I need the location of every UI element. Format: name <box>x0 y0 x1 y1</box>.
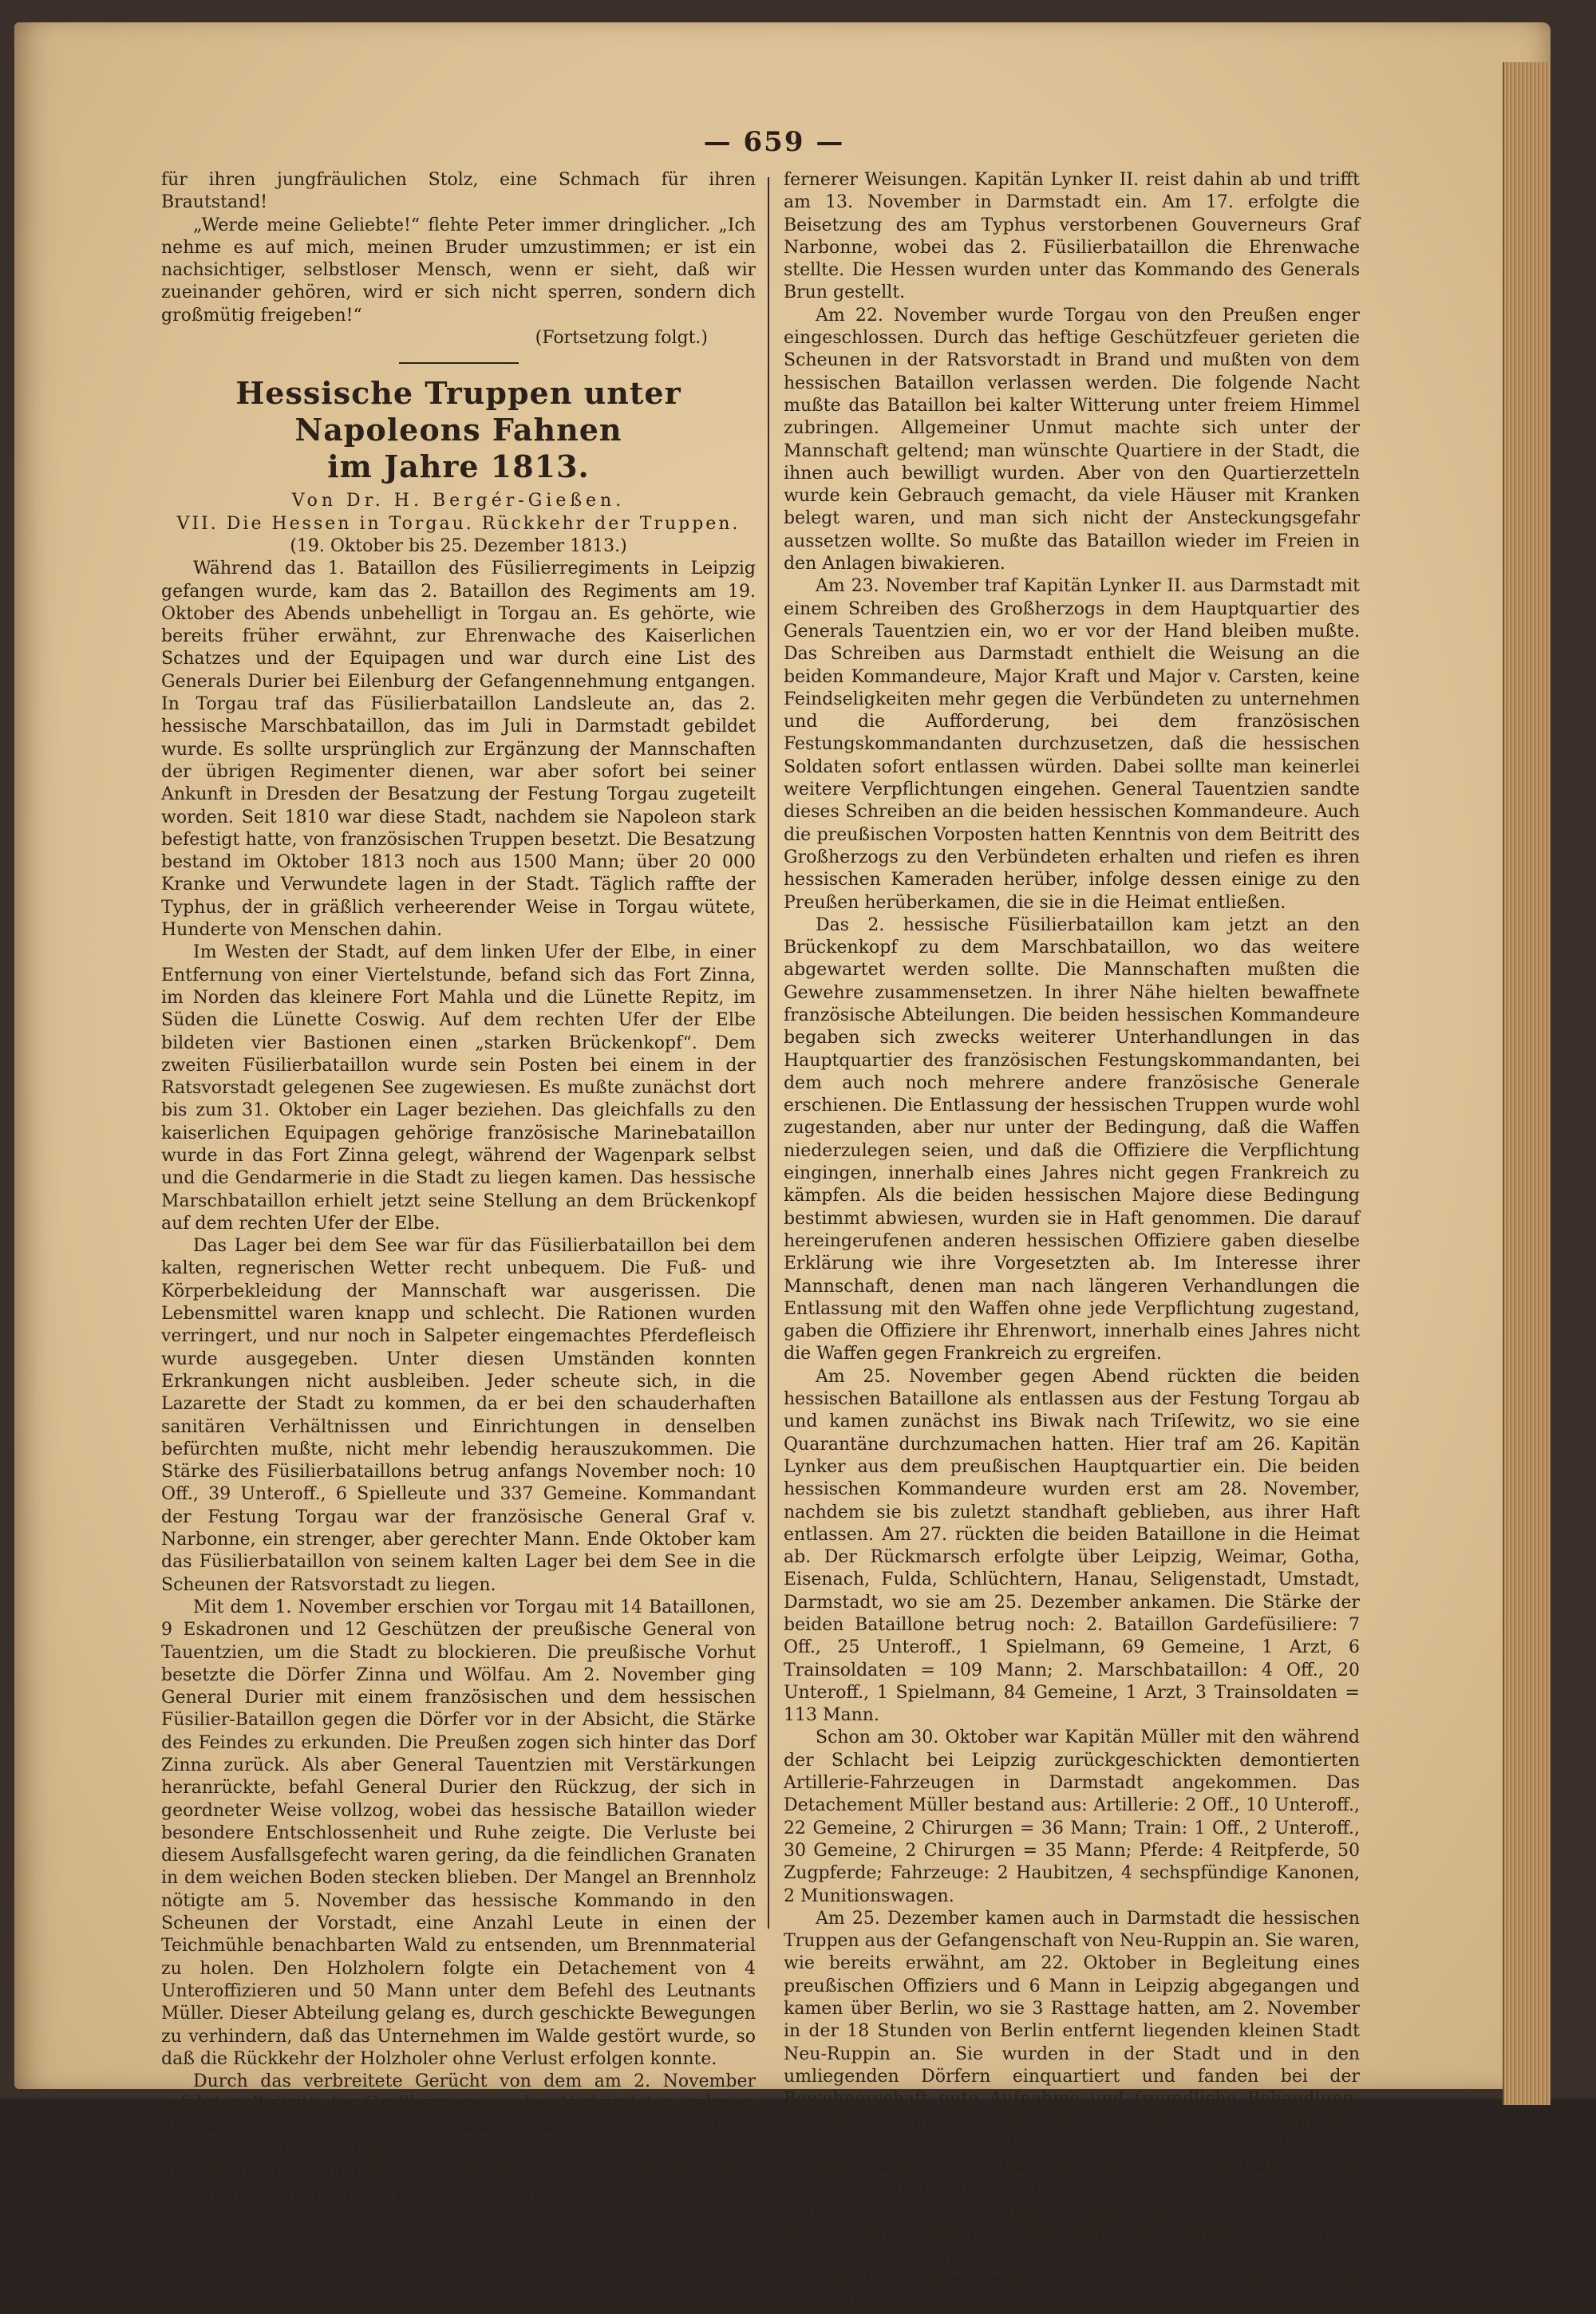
byline: Von Dr. H. Bergér-Gießen. <box>291 491 626 511</box>
page-number: — 659 — <box>703 126 845 158</box>
right-column <box>784 169 1360 2314</box>
intro-paragraph: für ihren jungfräulichen Stolz, eine Schmach für ihren Brautstand! <box>161 170 756 213</box>
intro-paragraph: „Werde meine Geliebte!“ flehte Peter immer dringlicher. „Ich nehme es auf mich, meinen Bruder umzustimmen; er ist ein nachsichtiger, selbstloser Mensch, wenn er sieht, daß wir zueinander gehören, wird er sich nicht sperren, sondern dich großmütig freigeben!“ <box>161 215 756 326</box>
article-title-line-1: Hessische Truppen unter Napoleons Fahnen <box>235 375 681 448</box>
section-divider <box>399 362 519 364</box>
column-rule <box>768 177 769 1929</box>
continuation-note: (Fortsetzung folgt.) <box>535 328 708 349</box>
body-paragraph: Am 25. Dezember kamen auch in Darmstadt die hessischen Truppen aus der Gefangenschaft von Neu-Ruppin an. Sie waren, wie bereits erwähnt, am 22. Oktober in Begleitung eines preußischen Offiziers und 6 Mann in Leipzig abgegangen und kamen über Berlin, wo sie 3 Rasttage hatten, am 2. November in der 18 Stunden von Berlin entfernt liegenden kleinen Stadt Neu-Ruppin an. Sie wurden in der Stadt und in den umliegenden Dörfern einquartiert und fanden bei der Bewohnerschaft gute Aufnahme und freundliche Behandlung. Am 30. November überbrachte ein Offizier aus Berlin den Befehl des Prinzen Emil, daß sofort der Rückmarsch in die Heimat anzutreten sei. Der Prinz war mit seinen Offizieren im Eilwagen aus Berlin bereits abgereist. Der Rückmarsch der Mannschaft aus Neu-Ruppin erfolgte über Berlin, die Saale abwärts durch Thüringen, Hersfeld nach Grünberg, wo sich die Reste des Leibregiments trennten und in ihre Garnison Gießen zurückkehrten. Der übrige Rest der hessischen Brigade kam in einer etwaigen Stärke von <box>784 1908 1360 2312</box>
body-paragraph: Schon am 30. Oktober war Kapitän Müller mit den während der Schlacht bei Leipzig zurückgeschickten demontierten Artillerie-Fahrzeugen in Darmstadt angekommen. Das Detachement Müller bestand aus: Artillerie: 2 Off., 10 Unteroff., 22 Gemeine, 2 Chirurgen = 36 Mann; Train: 1 Off., 2 Unteroff., 30 Gemeine, 2 Chirurgen = 35 Mann; Pferde: 4 Reitpferde, 50 Zugpferde; Fahrzeuge: 2 Haubitzen, 4 sechspfündige Kanonen, 2 Munitionswagen. <box>784 1728 1360 1906</box>
page-edges <box>1503 62 1551 2105</box>
body-paragraph: Am 25. November gegen Abend rückten die beiden hessischen Bataillone als entlassen aus der Festung Torgau ab und kamen zunächst ins Biwak nach Triſewitz, wo sie eine Quarantäne durchzumachen hatten. Hier traf am 26. Kapitän Lynker aus dem preußischen Hauptquartier ein. Die beiden hessischen Kommandeure wurden erst am 28. November, nachdem sie bis zuletzt standhaft geblieben, aus ihrer Haft entlassen. Am 27. rückten die beiden Bataillone in die Heimat ab. Der Rückmarsch erfolgte über Leipzig, Weimar, Gotha, Eisenach, Fulda, Schlüchtern, Hanau, Seligenstadt, Umstadt, Darmstadt, wo sie am 25. Dezember ankamen. Die Stärke der beiden Bataillone betrug noch: 2. Bataillon Gardefüsiliere: 7 Off., 25 Unteroff., 1 Spielmann, 69 Gemeine, 1 Arzt, 6 Trainsoldaten = 109 Mann; 2. Marschbataillon: 4 Off., 20 Unteroff., 1 Spielmann, 84 Gemeine, 1 Arzt, 3 Trainsoldaten = 113 Mann. <box>784 1366 1360 1726</box>
article-title-line-2: im Jahre 1813. <box>327 448 590 485</box>
body-paragraph: Am 22. November wurde Torgau von den Preußen enger eingeschlossen. Durch das heftige Geschützfeuer gerieten die Scheunen in der Ratsvorstadt in Brand und mußten von dem hessischen Bataillon verlassen werden. Die folgende Nacht mußte das Bataillon bei kalter Witterung unter freiem Himmel zubringen. Allgemeiner Unmut machte sich unter der Mannschaft geltend; man wünschte Quartiere in der Stadt, die ihnen auch bewilligt wurden. Aber von den Quartierzetteln wurde kein Gebrauch gemacht, da viele Häuser mit Kranken belegt waren, und man sich nicht der Ansteckungsgefahr aussetzen wollte. So mußte das Bataillon wieder im Freien in den Anlagen biwakieren. <box>784 305 1360 575</box>
section-heading: VII. Die Hessen in Torgau. Rückkehr der Truppen. <box>176 513 741 534</box>
body-paragraph: Das 2. hessische Füsilierbataillon kam jetzt an den Brückenkopf zu dem Marschbataillon, wo das weitere abgewartet werden sollte. Die Mannschaften mußten die Gewehre zusammensetzen. In ihrer Nähe hielten bewaffnete französische Abteilungen. Die beiden hessischen Kommandeure begaben sich zwecks weiterer Unterhandlungen in das Hauptquartier des französischen Festungskommandanten, bei dem auch noch mehrere andere französische Generale erschienen. Die Entlassung der hessischen Truppen wurde wohl zugestanden, aber nur unter der Bedingung, daß die Waffen niederzulegen seien, und daß die Offiziere die Verpflichtung eingingen, innerhalb eines Jahres nicht gegen Frankreich zu kämpfen. Als die beiden hessischen Majore diese Bedingung bestimmt abwiesen, wurden sie in Haft genommen. Die darauf hereingerufenen anderen hessischen Offiziere gaben dieselbe Erklärung wie ihre Vorgesetzten ab. Im Interesse ihrer Mannschaft, denen man nach längeren Verhandlungen die Entlassung mit den Waffen ohne jede Verpflichtung zugestand, gaben die Offiziere ihr Ehrenwort, innerhalb eines Jahres nicht die Waffen gegen Frankreich zu ergreifen. <box>784 914 1360 1364</box>
body-paragraph: Am 23. November traf Kapitän Lynker II. aus Darmstadt mit einem Schreiben des Großherzogs in dem Hauptquartier des Generals Tauentzien ein, wo er vor der Hand bleiben mußte. Das Schreiben aus Darmstadt enthielt die Weisung an die beiden Kommandeure, Major Kraft und Major v. Carsten, keine Feindseligkeiten mehr gegen die Verbündeten zu unternehmen und die Aufforderung, bei dem französischen Festungskommandanten durchzusetzen, daß die hessischen Soldaten sofort entlassen würden. Dabei sollte man keinerlei weitere Verpflichtungen eingehen. General Tauentzien sandte dieses Schreiben an die beiden hessischen Kommandeure. Auch die preußischen Vorposten hatten Kenntnis von dem Beitritt des Großherzogs zu den Verbündeten erhalten und riefen es ihren hessischen Kameraden herüber, infolge dessen einige zu den Preußen herüberkamen, die sie in die Heimat entließen. <box>784 576 1360 913</box>
body-paragraph: Während das 1. Bataillon des Füsilierregiments in Leipzig gefangen wurde, kam das 2. Bataillon des Regiments am 19. Oktober des Abends unbehelligt in Torgau an. Es gehörte, wie bereits früher erwähnt, zur Ehrenwache des Kaiserlichen Schatzes und der Equipagen und war durch eine List des Generals Durier bei Eilenburg der Gefangennehmung entgangen. In Torgau traf das Füsilierbataillon Landsleute an, das 2. hessische Marschbataillon, das im Juli in Darmstadt gebildet wurde. Es sollte ursprünglich zur Ergänzung der Mannschaften der übrigen Regimenter dienen, war aber sofort bei seiner Ankunft in Dresden der Besatzung der Festung Torgau zugeteilt worden. Seit 1810 war diese Stadt, nachdem sie Napoleon stark befestigt hatte, von französischen Truppen besetzt. Die Besatzung bestand im Oktober 1813 noch aus 1500 Mann; über 20 000 Kranke und Verwundete lagen in der Stadt. Täglich raffte der Typhus, der in gräßlich verheerender Weise in Torgau wütete, Hunderte von Menschen dahin. <box>161 559 756 941</box>
date-range: (19. Oktober bis 25. Dezember 1813.) <box>290 535 627 556</box>
body-paragraph: Im Westen der Stadt, auf dem linken Ufer der Elbe, in einer Entfernung von einer Viertelstunde, befand sich das Fort Zinna, im Norden das kleinere Fort Mahla und die Lünette Repitz, im Süden die Lünette Coswig. Auf dem rechten Ufer der Elbe bildeten vier Bastionen einen „starken Brückenkopf“. Dem zweiten Füsilierbataillon wurde sein Posten bei einem in der Ratsvorstadt gelegenen See zugewiesen. Es mußte zunächst dort bis zum 31. Oktober ein Lager beziehen. Das gleichfalls zu den kaiserlichen Equipagen gehörige französische Marinebataillon wurde in das Fort Zinna gelegt, während der Wagenpark selbst und die Gendarmerie in die Stadt zu liegen kamen. Das hessische Marschbataillon erhielt jetzt seine Stellung an dem Brückenkopf auf dem rechten Ufer der Elbe. <box>161 942 756 1234</box>
left-column <box>161 169 756 2206</box>
body-paragraph: Das Lager bei dem See war für das Füsilierbataillon bei dem kalten, regnerischen Wetter recht unbequem. Die Fuß- und Körperbekleidung der Mannschaft war ausgerissen. Die Lebensmittel waren knapp und schlecht. Die Rationen wurden verringert, und nur noch in Salpeter eingemachtes Pferdefleisch wurde ausgegeben. Unter diesen Umständen konnten Erkrankungen nicht ausbleiben. Jeder scheute sich, in die Lazarette der Stadt zu kommen, da er bei den schauderhaften sanitären Verhältnissen und Einrichtungen in denselben befürchten mußte, nicht mehr lebendig herauszukommen. Die Stärke des Füsilierbataillons betrug anfangs November noch: 10 Off., 39 Unteroff., 6 Spielleute und 337 Gemeine. Kommandant der Festung Torgau war der französische General Graf v. Narbonne, ein strenger, aber gerechter Mann. Ende Oktober kam das Füsilierbataillon von seinem kalten Lager bei dem See in die Scheunen der Ratsvorstadt zu liegen. <box>161 1236 756 1595</box>
body-paragraph: Mit dem 1. November erschien vor Torgau mit 14 Bataillonen, 9 Eskadronen und 12 Geschützen der preußische General von Tauentzien, um die Stadt zu blockieren. Die preußische Vorhut besetzte die Dörfer Zinna und Wölfau. Am 2. November ging General Durier mit einem französischen und dem hessischen Füsilier-Bataillon gegen die Dörfer vor in der Absicht, die Stärke des Feindes zu erkunden. Die Preußen zogen sich hinter das Dorf Zinna zurück. Als aber General Tauentzien mit Verstärkungen heranrückte, befahl General Durier den Rückzug, der sich in geordneter Weise vollzog, wobei das hessische Bataillon wieder besondere Entschlossenheit und Ruhe zeigte. Die Verluste bei diesem Ausfallsgefecht waren gering, da die feindlichen Granaten in dem weichen Boden stecken blieben. Der Mangel an Brennholz nötigte am 5. November das hessische Kommando in den Scheunen der Vorstadt, eine Anzahl Leute in einen der Teichmühle benachbarten Wald zu entsenden, um Brennmaterial zu holen. Den Holzholern folgte ein Detachement von 4 Unteroffizieren und 50 Mann unter dem Befehl des Leutnants Müller. Dieser Abteilung gelang es, durch geschickte Bewegungen zu verhindern, daß das Unternehmen im Walde gestört wurde, so daß die Rückkehr der Holzholer ohne Verlust erfolgen konnte. <box>161 1597 756 2069</box>
article-title <box>161 375 756 485</box>
body-paragraph: Durch das verbreitete Gerücht von dem am 2. November erfolgten Beitritt des Großherzogs zu den Verbündeten nahmen die Kommandeure des 2. Marschbataillons und des 2. Bataillons der Gardefüsiliere, Major Kraft und Major v. Carsten Anlaß, bei dem Festungskommandanten, Graf Narbonne, sich die Erlaubnis zu erbitten, einen Offizier nach Darmstadt zu entsenden zwecks <box>161 2071 756 2205</box>
body-paragraph: fernerer Weisungen. Kapitän Lynker II. reist dahin ab und trifft am 13. November in Darmstadt ein. Am 17. erfolgte die Beisetzung des am Typhus verstorbenen Gouverneurs Graf Narbonne, wobei das 2. Füsilierbataillon die Ehrenwache stellte. Die Hessen wurden unter das Kommando des Generals Brun gestellt. <box>784 170 1360 303</box>
